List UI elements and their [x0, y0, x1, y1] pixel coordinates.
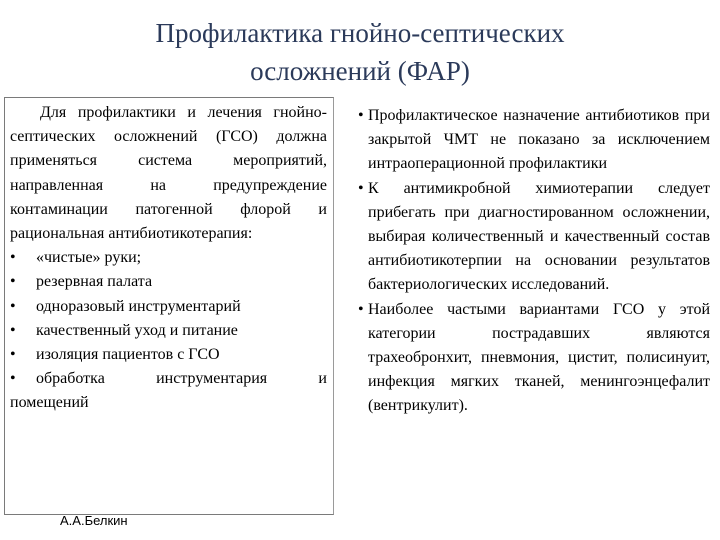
bullet-marker: • [10, 297, 16, 315]
left-bullet-text: качественный уход и питание [36, 321, 238, 339]
bullet-marker: • [358, 179, 364, 197]
right-text-column [358, 104, 710, 419]
left-intro-paragraph: Для профилактики и лечения гнойно-септических осложнений (ГСО) должна применяться система мероприятий, направленная на предупреждение контаминации патогенной флорой и рациональная антибиотикотерапия: [10, 104, 327, 243]
left-bullet-text: «чистые» руки; [36, 249, 142, 267]
bullet-marker: • [358, 107, 364, 124]
left-bullet-item [10, 270, 327, 294]
right-bullet-item [358, 298, 710, 419]
bullet-marker: • [10, 321, 16, 339]
right-bullet-text: Профилактическое назначение антибиотиков при закрытой ЧМТ не показано за исключением интраоперационной профилактики [368, 107, 710, 173]
slide-title-line-1: Профилактика гнойно-септических [155, 18, 565, 48]
left-bullet-text: одноразовый инструментарий [36, 297, 241, 315]
bullet-marker: • [10, 346, 16, 364]
bullet-marker: • [10, 273, 16, 291]
bullet-marker: • [10, 370, 16, 388]
left-bullet-text: резервная палата [36, 273, 153, 291]
left-bullet-text: обработка инструментария и [36, 370, 327, 388]
right-bullet-text: К антимикробной химиотерапии следует прибегать при диагностированном осложнении, выбирая количественный и качественный состав антибиотикотерпии на основании результатов бактериологических исследований. [368, 179, 710, 294]
bullet-marker: • [10, 249, 16, 267]
right-bullet-text: Наиболее частыми вариантами ГСО у этой категории пострадавших являются трахеобронхит, пневмония, цистит, полисинуит, инфекция мягких тканей, менингоэнцефалит (вентрикулит). [368, 300, 710, 415]
author-label: А.А.Белкин [60, 513, 128, 528]
left-bullet-item [10, 343, 327, 367]
slide-title [0, 14, 720, 90]
left-text-box [4, 97, 334, 515]
right-bullet-item [358, 177, 710, 298]
slide-title-line-2: осложнений (ФАР) [250, 56, 470, 86]
left-bullet-item [10, 367, 327, 391]
bullet-marker: • [358, 300, 364, 318]
left-tail-text: помещений [10, 394, 89, 412]
left-bullet-text: изоляция пациентов с ГСО [36, 346, 220, 364]
right-bullet-item [358, 104, 710, 177]
left-bullet-item [10, 319, 327, 343]
left-bullet-item [10, 295, 327, 319]
left-bullet-item [10, 246, 327, 270]
